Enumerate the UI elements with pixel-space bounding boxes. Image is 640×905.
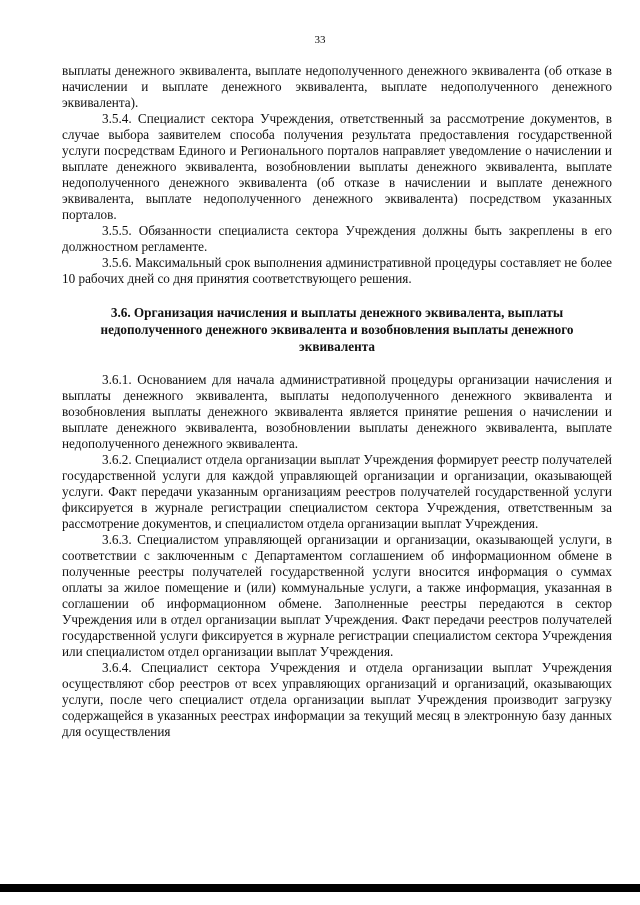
- paragraph-3-6-2: 3.6.2. Специалист отдела организации выплат Учреждения формирует реестр получателей государственной услуги для каждой управляющей организации и организации, оказывающей услуги. Факт передачи указанным организациям реестров получателей государственной услуги фиксируется в журнале регистрации специалистом сектора Учреждения, ответственным за рассмотрение документов, и специалистом отдела организации выплат Учреждения.: [62, 452, 612, 531]
- paragraph-3-5-6: 3.5.6. Максимальный срок выполнения административной процедуры составляет не более 10 рабочих дней со дня принятия соответствующего решения.: [62, 255, 612, 286]
- paragraph-3-6-3: 3.6.3. Специалистом управляющей организации и организации, оказывающей услуги, в соответствии с заключенным с Департаментом соглашением об информационном обмене в полученные реестры получателей государственной услуги вносится информация о суммах оплаты за жилое помещение и (или) коммунальные услуги, а также информация, указанная в соглашении об информационном обмене. Заполненные реестры передаются в сектор Учреждения или в отдел организации выплат Учреждения. Факт передачи реестров получателей государственной услуги фиксируется в журнале регистрации специалистом сектора Учреждения или специалистом отдел организации выплат Учреждения.: [62, 532, 612, 659]
- section-heading-3-6: 3.6. Организация начисления и выплаты денежного эквивалента, выплаты недополученного денежного эквивалента и возобновления выплаты денежного эквивалента: [100, 305, 574, 354]
- paragraph-3-5-4: 3.5.4. Специалист сектора Учреждения, ответственный за рассмотрение документов, в случае выбора заявителем способа получения результата предоставления государственной услуги посредствам Единого и Регионального порталов направляет уведомление о начислении и выплате денежного эквивалента, возобновлении выплаты денежного эквивалента, выплате недополученного денежного эквивалента (об отказе в начислении и выплате денежного эквивалента, выплате недополученного денежного эквивалента) посредством указанных порталов.: [62, 111, 612, 222]
- page-number: 33: [314, 34, 326, 46]
- scan-edge-bar: [0, 884, 640, 892]
- document-body: [62, 63, 612, 740]
- paragraph-3-5-5: 3.5.5. Обязанности специалиста сектора Учреждения должны быть закреплены в его должностном регламенте.: [62, 223, 612, 254]
- paragraph-continuation: выплаты денежного эквивалента, выплате недополученного денежного эквивалента (об отказе в начислении и выплате денежного эквивалента, выплате недополученного денежного эквивалента).: [62, 63, 612, 110]
- paragraph-3-6-4: 3.6.4. Специалист сектора Учреждения и отдела организации выплат Учреждения осуществляют сбор реестров от всех управляющих организаций и организаций, оказывающих услуги, после чего специалист отдела организации выплат Учреждения производит загрузку содержащейся в указанных реестрах информации за текущий месяц в электронную базу данных для осуществления: [62, 660, 612, 739]
- paragraph-3-6-1: 3.6.1. Основанием для начала административной процедуры организации начисления и выплаты денежного эквивалента, выплаты недополученного денежного эквивалента и возобновления выплаты денежного эквивалента является принятие решения о начислении и выплате денежного эквивалента, возобновлении выплаты денежного эквивалента, выплате недополученного денежного эквивалента.: [62, 372, 612, 451]
